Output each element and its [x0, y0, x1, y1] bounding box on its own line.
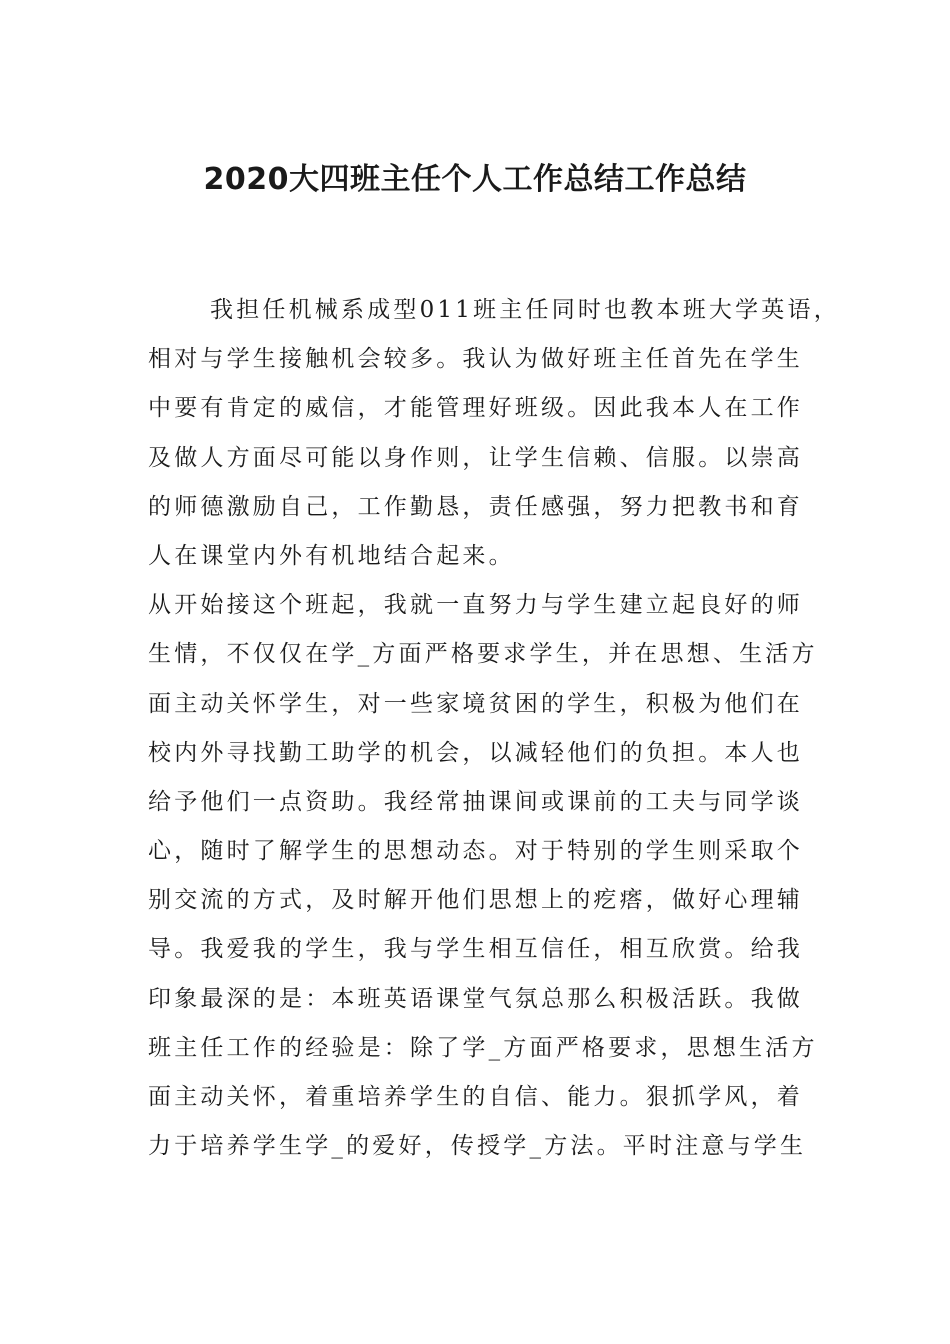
- paragraph-line: 人在课堂内外有机地结合起来。: [148, 542, 515, 569]
- paragraph-line: 面主动关怀学生，对一些家境贫困的学生，积极为他们在: [148, 690, 803, 717]
- paragraph-line: 班主任工作的经验是：除了学_方面严格要求，思想生活方: [148, 1034, 818, 1061]
- paragraph-line: 我担任机械系成型011班主任同时也教本班大学英语，: [210, 297, 840, 323]
- document-title: 2020大四班主任个人工作总结工作总结: [203, 162, 747, 197]
- paragraph-line: 生情，不仅仅在学_方面严格要求学生，并在思想、生活方: [148, 641, 818, 668]
- paragraph-line: 校内外寻找勤工助学的机会，以减轻他们的负担。本人也: [148, 739, 803, 766]
- paragraph-line: 别交流的方式，及时解开他们思想上的疙瘩，做好心理辅: [148, 887, 803, 914]
- paragraph-line: 相对与学生接触机会较多。我认为做好班主任首先在学生: [148, 346, 803, 373]
- paragraph-line: 导。我爱我的学生，我与学生相互信任，相互欣赏。给我: [148, 936, 803, 963]
- paragraph-line: 及做人方面尽可能以身作则，让学生信赖、信服。以崇高: [148, 444, 803, 471]
- paragraph-line: 的师德激励自己，工作勤恳，责任感强，努力把教书和育: [148, 493, 803, 520]
- paragraph-line: 力于培养学生学_的爱好，传授学_方法。平时注意与学生: [148, 1133, 807, 1160]
- paragraph-line: 面主动关怀，着重培养学生的自信、能力。狠抓学风，着: [148, 1084, 803, 1110]
- paragraph-line: 心，随时了解学生的思想动态。对于特别的学生则采取个: [148, 838, 803, 865]
- paragraph-line: 印象最深的是：本班英语课堂气氛总那么积极活跃。我做: [148, 985, 803, 1012]
- paragraph-line: 从开始接这个班起，我就一直努力与学生建立起良好的师: [148, 592, 803, 619]
- paragraph-line: 中要有肯定的威信，才能管理好班级。因此我本人在工作: [148, 395, 803, 422]
- document-body: [148, 286, 840, 1171]
- paragraph-line: 给予他们一点资助。我经常抽课间或课前的工夫与同学谈: [148, 788, 803, 815]
